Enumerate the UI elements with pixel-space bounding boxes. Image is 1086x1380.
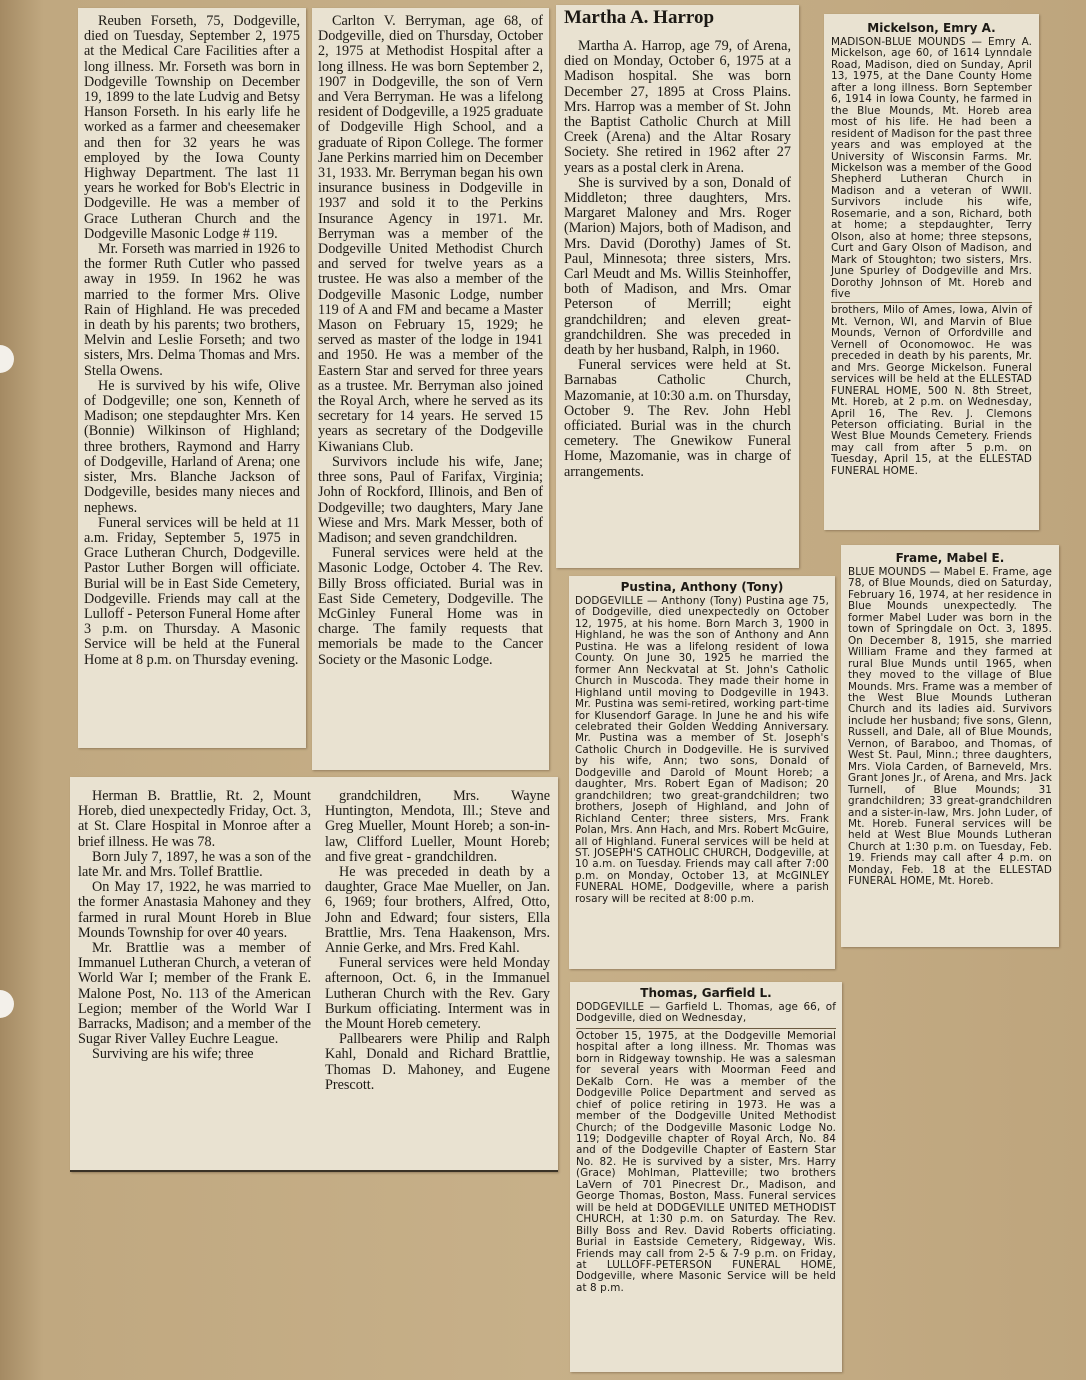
obituary-paragraph: He was preceded in death by a daughter, Grace Mae Mueller, on Jan. 6, 1969; four brothers, Alfred, Otto, John and Edward; four sisters, Ella Brattlie, Mrs. Tena Haakenson, Mrs. Annie Gerke, and Mrs. Fred Kahl. [325,864,550,957]
obituary-paragraph: Reuben Forseth, 75, Dodgeville, died on Tuesday, September 2, 1975 at the Medical Care Facilities after a long illness. Mr. Forseth was born in Dodgeville Township on December 19, 1899 to the late Ludvig and Betsy Hanson Forseth. In his early life he worked as a farmer and cheesemaker and then for 32 years he was employed by the Iowa County Highway Department. The last 11 years he worked for Bob's Electric in Dodgeville. He was a member of Grace Lutheran Church and the Dodgeville Masonic Lodge # 119. [84,13,300,242]
column-left [78,789,311,1093]
obituary-title: Martha A. Harrop [564,7,715,28]
obituary-paragraph: Survivors include his wife, Jane; three sons, Paul of Farifax, Virginia; John of Rockford, Illinois, and Ben of Dodgeville; two daughters, Mary Jane Wiese and Mrs. Mark Messer, both of Madison; and seven grandchildren. [318,453,543,546]
obituary-paragraph: Funeral services were held at the Masonic Lodge, October 4. The Rev. Billy Bross officiated. Burial was in East Side Cemetery, Dodgeville. The McGinley Funeral Home was in charge. The family requests that memorials be made to the Cancer Society or the Masonic Lodge. [318,545,543,668]
obituary-paragraph: Mr. Brattlie was a member of Immanuel Lutheran Church, a veteran of World War I; member of the Frank E. Malone Post, No. 113 of the American Legion; member of the World War I Barracks, Madison; and a member of the Sugar River Valley Euchre League. [78,940,311,1048]
obituary-paragraph: She is survived by a son, Donald of Middleton; three daughters, Mrs. Margaret Maloney and Mrs. Roger (Marion) Majors, both of Madison, and Mrs. David (Dorothy) James of St. Paul, Minnesota; three sisters, Mrs. Carl Meudt and Ms. Willis Steinhoffer, both of Madison, and Mrs. Omar Peterson of Merrill; eight grandchildren; and eleven great-grandchildren. She was preceded in death by her husband, Ralph, in 1960. [564,174,791,359]
column-right [325,789,550,1093]
obituary-berryman [312,8,549,770]
obituary-paragraph: Pallbearers were Philip and Ralph Kahl, Donald and Richard Brattlie, Thomas D. Mahoney, and Eugene Prescott. [325,1031,550,1093]
clipping-divider [576,1028,836,1029]
obituary-forseth [78,8,306,748]
obituary-mickelson [824,14,1039,530]
obituary-title: Mickelson, Emry A. [867,21,996,35]
clipping-divider [831,302,1032,303]
obituary-thomas [570,982,842,1372]
obituary-title: Frame, Mabel E. [895,551,1005,565]
obituary-harrop [556,5,799,568]
obituary-title: Pustina, Anthony (Tony) [620,580,784,594]
obituary-paragraph: Born July 7, 1897, he was a son of the late Mr. and Mrs. Tollef Brattlie. [78,848,311,881]
obituary-paragraph: He is survived by his wife, Olive of Dodgeville; one son, Kenneth of Madison; one stepdaughter Mrs. Ken (Bonnie) Wilkinson of Highland; three brothers, Raymond and Harry of Dodgeville, Harland of Arena; one sister, Mrs. Blanche Jackson of Dodgeville, besides many nieces and nephews. [84,377,300,516]
obituary-paragraph: Funeral services were held Monday afternoon, Oct. 6, in the Immanuel Lutheran Church with the Rev. Gary Burkum officiating. Interment was in the Mount Horeb cemetery. [325,955,550,1033]
two-column-layout [78,789,550,1093]
obituary-paragraph: Herman B. Brattlie, Rt. 2, Mount Horeb, died unexpectedly Friday, Oct. 3, at St. Clare Hospital in Monroe after a brief illness. He was 78. [78,788,311,850]
obituary-paragraph: On May 17, 1922, he was married to the former Anastasia Mahoney and they farmed in rural Mount Horeb in Blue Mounds Township for over 40 years. [78,879,311,941]
obituary-paragraph: Funeral services were held at St. Barnabas Catholic Church, Mazomanie, at 10:30 a.m. on Thursday, October 9. The Rev. John Hebl officiated. Burial was in the church cemetery. The Gnewikow Funeral Home, Mazomanie, was in charge of arrangements. [564,357,791,480]
obituary-frame [841,545,1059,947]
obituary-paragraph: Martha A. Harrop, age 79, of Arena, died on Monday, October 6, 1975 at a Madison hospital. She was born December 27, 1895 at Cross Plains. Mrs. Harrop was a member of St. John the Baptist Catholic Church at Mill Creek (Arena) and the Altar Rosary Society. She retired in 1962 after 27 years as a postal clerk in Arena. [564,38,791,176]
obituary-paragraph: October 15, 1975, at the Dodgeville Memorial hospital after a long illness. Mr. Thomas was born in Ridgeway township. He was a salesman for several years with Moorman Feed and DeKalb Corn. He was a member of the Dodgeville Police Department and served as chief of police retiring in 1973. He was a member of the Dodgeville United Methodist Church; of the Dodgeville Masonic Lodge No. 119; Dodgeville chapter of Royal Arch, No. 84 and of the Dodgeville Chapter of Eastern Star No. 82. He is survived by a sister, Mrs. Harry (Grace) Mohlman, Platteville; two brothers LaVern of 701 Pinecrest Dr., Madison, and George Thomas, Boston, Mass. Funeral services will be held at DODGEVILLE UNITED METHODIST CHURCH, at 1:30 p.m. on Saturday. The Rev. Billy Boss and Rev. David Roberts officiating. Burial in Eastside Cemetery, Ridgeway, Wis. Friends may call from 2-5 & 7-9 p.m. on Friday, at LULLOFF-PETERSON FUNERAL HOME, Dodgeville, where Masonic Service will be held at 8 p.m. [576,1029,836,1294]
obituary-paragraph: Carlton V. Berryman, age 68, of Dodgeville, died on Thursday, October 2, 1975 at Methodist Hospital after a long illness. He was born September 2, 1907 in Dodgeville, the son of Vern and Vera Berryman. He was a lifelong resident of Dodgeville, a 1925 graduate of Dodgeville High School, and a graduate of Ripon College. The former Jane Perkins married him on December 31, 1933. Mr. Berryman began his own insurance business in Dodgeville in 1937 and sold it to the Perkins Insurance Agency in 1971. Mr. Berryman was a member of the Dodgeville United Methodist Church and served for twelve years as a trustee. He was also a member of the Dodgeville Masonic Lodge, number 119 of A and FM and became a Master Mason on February 15, 1929; he served as master of the lodge in 1941 and 1950. He was a member of the Eastern Star and served for three years as a trustee. Mr. Berryman also joined the Royal Arch, where he served as its secretary for 14 years. He served 15 years as secretary of the Dodgeville Kiwanians Club. [318,13,543,455]
obituary-pustina [569,576,835,969]
obituary-paragraph: Funeral services will be held at 11 a.m. Friday, September 5, 1975 in Grace Lutheran Church, Dodgeville. Pastor Luther Borgen will officiate. Burial will be in East Side Cemetery, Dodgeville. Friends may call at the Lulloff - Peterson Funeral Home after 3 p.m. on Thursday. A Masonic Service will be held at the Funeral Home at 8 p.m. on Thursday evening. [84,514,300,668]
obituary-paragraph: MADISON-BLUE MOUNDS — Emry A. Mickelson, age 60, of 1614 Lynndale Road, Madison, died on Sunday, April 13, 1975, at the Dane County Home after a long illness. Born September 6, 1914 in Iowa County, he farmed in the Blue Mounds, Mt. Horeb area most of his life. He had been a resident of Madison for the past three years and was employed at the University of Wisconsin Farms. Mr. Mickelson was a member of the Good Shepherd Lutheran Church in Madison and a veteran of WWII. Survivors include his wife, Rosemarie, and a son, Richard, both at home; a stepdaughter, Terry Olson, also at home; three stepsons, Curt and Gary Olson of Madison, and Mark of Stoughton; two sisters, Mrs. June Spurley of Dodgeville and Mrs. Dorothy Johnson of Mt. Horeb and five [831,36,1032,300]
obituary-title: Thomas, Garfield L. [640,986,772,1000]
obituary-paragraph: brothers, Milo of Ames, Iowa, Alvin of Mt. Vernon, WI, and Marvin of Blue Mounds, Vernon of Orfordville and Vernell of Oconomowoc. He was preceded in death by his parents, Mr. and Mrs. George Mickelson. Funeral services will be held at the ELLESTAD FUNERAL HOME, 500 N. 8th Street, Mt. Horeb, at 2 p.m. on Wednesday, April 16, The Rev. J. Clemons Peterson officiating. Burial in the West Blue Mounds Cemetery. Friends may call from after 5 p.m. on Tuesday, April 15, at the ELLESTAD FUNERAL HOME. [831,304,1032,477]
obituary-paragraph: grandchildren, Mrs. Wayne Huntington, Mendota, Ill.; Steve and Greg Mueller, Mount Horeb; a son-in-law, Clifford Lueller, Mount Horeb; and five great - grandchildren. [325,788,550,865]
obituary-paragraph: DODGEVILLE — Garfield L. Thomas, age 66, of Dodgeville, died on Wednesday, [576,1001,836,1025]
obituary-paragraph: DODGEVILLE — Anthony (Tony) Pustina age 75, of Dodgeville, died unexpectedly on October 12, 1975, at his home. Born March 3, 1900 in Highland, he was the son of Anthony and Ann Pustina. He was a lifelong resident of Iowa County. On June 30, 1925 he married the former Ann Neckvatal at St. John's Catholic Church in Muscoda. They made their home in Highland until moving to Dodgeville in 1943. Mr. Pustina was semi-retired, working part-time for Klusendorf Garage. In June he and his wife celebrated their Golden Wedding Anniversary. Mr. Pustina was a member of St. Joseph's Catholic Church in Dodgeville. He is survived by his wife, Ann; two sons, Donald of Dodgeville and Darold of Mount Horeb; a daughter, Mrs. Robert Egan of Madison; 20 grandchildren; two great-grandchildren; two brothers, Joseph of Highland, and John of Richland Center; three sisters, Mrs. Frank Polan, Mrs. Ann Hach, and Mrs. Robert McGuire, all of Highland. Funeral services will be held at ST. JOSEPH'S CATHOLIC CHURCH, Dodgeville, at 10 a.m. on Tuesday. Friends may call after 7:00 p.m. on Monday, October 13, at McGINLEY FUNERAL HOME, Dodgeville, where a parish rosary will be recited at 8:00 p.m. [575,595,829,905]
obituary-paragraph: Mr. Forseth was married in 1926 to the former Ruth Cutler who passed away in 1959. In 1962 he was married to the former Mrs. Olive Rain of Highland. He was preceded in death by his parents; two brothers, Melvin and Leslie Forseth; and two sisters, Mrs. Delma Thomas and Mrs. Stella Owens. [84,241,300,379]
obituary-brattlie [70,777,558,1172]
obituary-paragraph: Surviving are his wife; three [92,1046,254,1063]
obituary-paragraph: BLUE MOUNDS — Mabel E. Frame, age 78, of Blue Mounds, died on Saturday, February 16, 1974, at her residence in Blue Mounds unexpectedly. The former Mabel Luder was born in the town of Springdale on Oct. 3, 1895. On December 8, 1915, she married William Frame and they farmed at rural Blue Munds until 1965, when they moved to the village of Blue Mounds. Mrs. Frame was a member of the West Blue Mounds Lutheran Church and its ladies aid. Survivors include her husband; five sons, Glenn, Russell, and Dale, all of Blue Mounds, Vernon, of Baraboo, and Thomas, of West St. Paul, Minn.; three daughters, Mrs. Viola Carden, of Barneveld, Mrs. Grant Jones Jr., of Arena, and Mrs. Jack Turnell, of Blue Mounds; 31 grandchildren; 33 great-grandchildren and a sister-in-law, Mrs. John Luder, of Mt. Horeb. Funeral services will be held at West Blue Mounds Lutheran Church at 1:30 p.m. on Tuesday, Feb. 19. Friends may call after 4 p.m. on Monday, Feb. 18 at the ELLESTAD FUNERAL HOME, Mt. Horeb. [848,566,1052,888]
